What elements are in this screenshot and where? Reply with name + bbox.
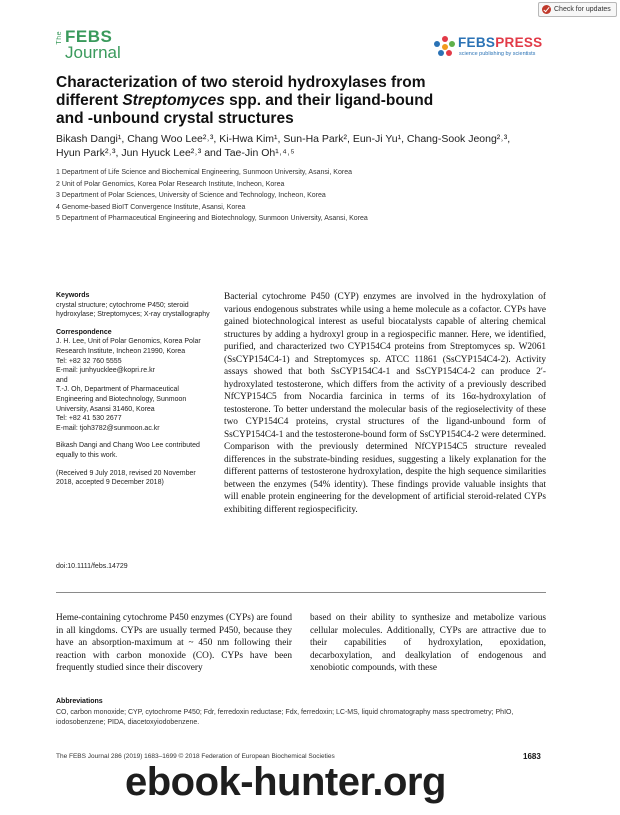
correspondence-block [56,328,214,434]
abstract-text: Bacterial cytochrome P450 (CYP) enzymes are involved in the hydroxylation of various endogenous substrates while using a heme molecule as a cofactor. CYPs have gained biotechnological interest as useful biocatalysts capable of altering chemical structures by adding a hydroxyl group in a regiospecific manner. Here, we identified, purified, and characterized two CYP154C4 proteins from Streptomyces sp. W2061 (SsCYP154C4-1) and Streptomyces sp. ATCC 11861 (SsCYP154C4-2). Activity assays showed that both SsCYP154C4-1 and SsCYP154C4-2 can produce 2′-hydroxylated testosterone, which differs from the activity of a previously described NfCYP154C5 from Nocardia farcinica in terms of its 16α-hydroxylation of testosterone. To better understand the molecular basis of the regioselectivity of these two CYP154C4 proteins, crystal structures of the ligand-unbound form of SsCYP154C4-1 and the testosterone-bound form of SsCYP154C4-2 were determined. Comparison with the previously determined NfCYP154C5 structure revealed differences in the substrate-binding residues, suggesting a likely explanation for the different patterns of testosterone hydroxylation, despite the high sequence similarities between the enzymes (54% identity). These findings provide valuable insights that will enable protein engineering for the development of artificial steroid-related CYPs exhibiting different regiospecificity. [224,292,546,515]
equal-contribution-note: Bikash Dangi and Chang Woo Lee contributed equally to this work. [56,442,200,459]
correspondence-heading: Correspondence [56,328,112,336]
affiliation: 4 Genome-based BioIT Convergence Institute, Asansi, Korea [56,203,246,211]
article-sidebar [56,291,214,488]
febs-journal-logo [56,26,142,66]
affiliation: 2 Unit of Polar Genomics, Korea Polar Research Institute, Incheon, Korea [56,180,285,188]
keywords-block [56,291,214,320]
section-divider [56,592,546,593]
body-column-right: based on their ability to synthesize and metabolize various cellular molecules. Additionally, CYPs are attractive due to their capabilities of hydroxylation, epoxidation, decarboxylation, and dealkylation of endogenous and xenobiotic compounds, with these [310,613,546,673]
correspondence-address: J. H. Lee, Unit of Polar Genomics, Korea Polar Research Institute, Incheon 21990, Korea [56,338,201,355]
journal-logo-the: The [56,31,63,45]
correspondence-and: and [56,376,68,384]
febs-press-name: FEBSPRESS [458,35,543,50]
keywords-text: crystal structure; cytochrome P450; steroid hydroxylase; Streptomyces; X-ray crystallography [56,301,210,319]
abbreviations-heading: Abbreviations [56,698,103,705]
keywords-heading: Keywords [56,292,90,299]
febs-press-tagline: science publishing by scientists [459,51,536,57]
correspondence-tel: Tel: +82 32 760 5555 [56,357,122,365]
author-line: Hyun Park²˒³, Jun Hyuck Lee²˒³ and Tae-Jin Oh¹˒⁴˒⁵ [56,147,295,159]
author-line: Bikash Dangi¹, Chang Woo Lee²˒³, Ki-Hwa Kim¹, Sun-Ha Park², Eun-Ji Yu¹, Chang-Sook Jeong²˒³, [56,133,511,145]
check-icon [542,5,551,14]
check-for-updates-button[interactable] [538,2,617,17]
correspondence-tel: Tel: +82 41 530 2677 [56,415,122,423]
correspondence-address: T.-J. Oh, Department of Pharmaceutical Engineering and Biotechnology, Sunmoon University, Asansi 31460, Korea [56,386,187,413]
watermark: ebook-hunter.org [125,760,446,804]
article-title: Characterization of two steroid hydroxylases from different Streptomyces spp. and their ligand-bound and -unbound crystal structures [56,74,434,127]
abbreviations-text: CO, carbon monoxide; CYP, cytochrome P450; Fdr, ferredoxin reductase; Fdx, ferredoxin; LC-MS, liquid chromatography mass spectrometry; PhIO, iodosobenzene; PIDA, diacetoxyiodobenzene. [56,709,514,726]
correspondence-email[interactable]: E-mail: tjoh3782@sunmoon.ac.kr [56,424,160,432]
body-column-left: Heme-containing cytochrome P450 enzymes (CYPs) are found in all kingdoms. CYPs are usually termed P450, because they have an absorption-maximum at ~ 450 nm following their reaction with carbon monoxide (CO). CYPs have been frequently studied since their discovery [56,613,292,673]
abbreviations-block [56,697,546,728]
affiliation: 3 Department of Polar Sciences, University of Science and Technology, Incheon, Korea [56,192,326,200]
doi-link[interactable]: doi:10.1111/febs.14729 [56,563,128,570]
journal-logo-journal: Journal [65,43,121,62]
febs-press-dots-icon [434,36,456,58]
received-dates: (Received 9 July 2018, revised 20 November 2018, accepted 9 December 2018) [56,469,196,487]
febs-press-logo [434,34,564,62]
page-footer: The FEBS Journal 286 (2019) 1683–1699 © 2018 Federation of European Biochemical Societies [56,753,335,760]
author-list [56,132,576,160]
affiliation: 5 Department of Pharmaceutical Engineering and Biotechnology, Sunmoon University, Asansi, Korea [56,215,368,223]
journal-logo-febs: FEBS [65,27,113,46]
page-number: 1683 [523,752,541,761]
check-for-updates-label: Check for updates [554,6,611,13]
affiliation: 1 Department of Life Science and Biochemical Engineering, Sunmoon University, Asansi, Korea [56,169,352,176]
correspondence-email[interactable]: E-mail: junhyucklee@kopri.re.kr [56,367,155,375]
affiliations [56,167,576,225]
